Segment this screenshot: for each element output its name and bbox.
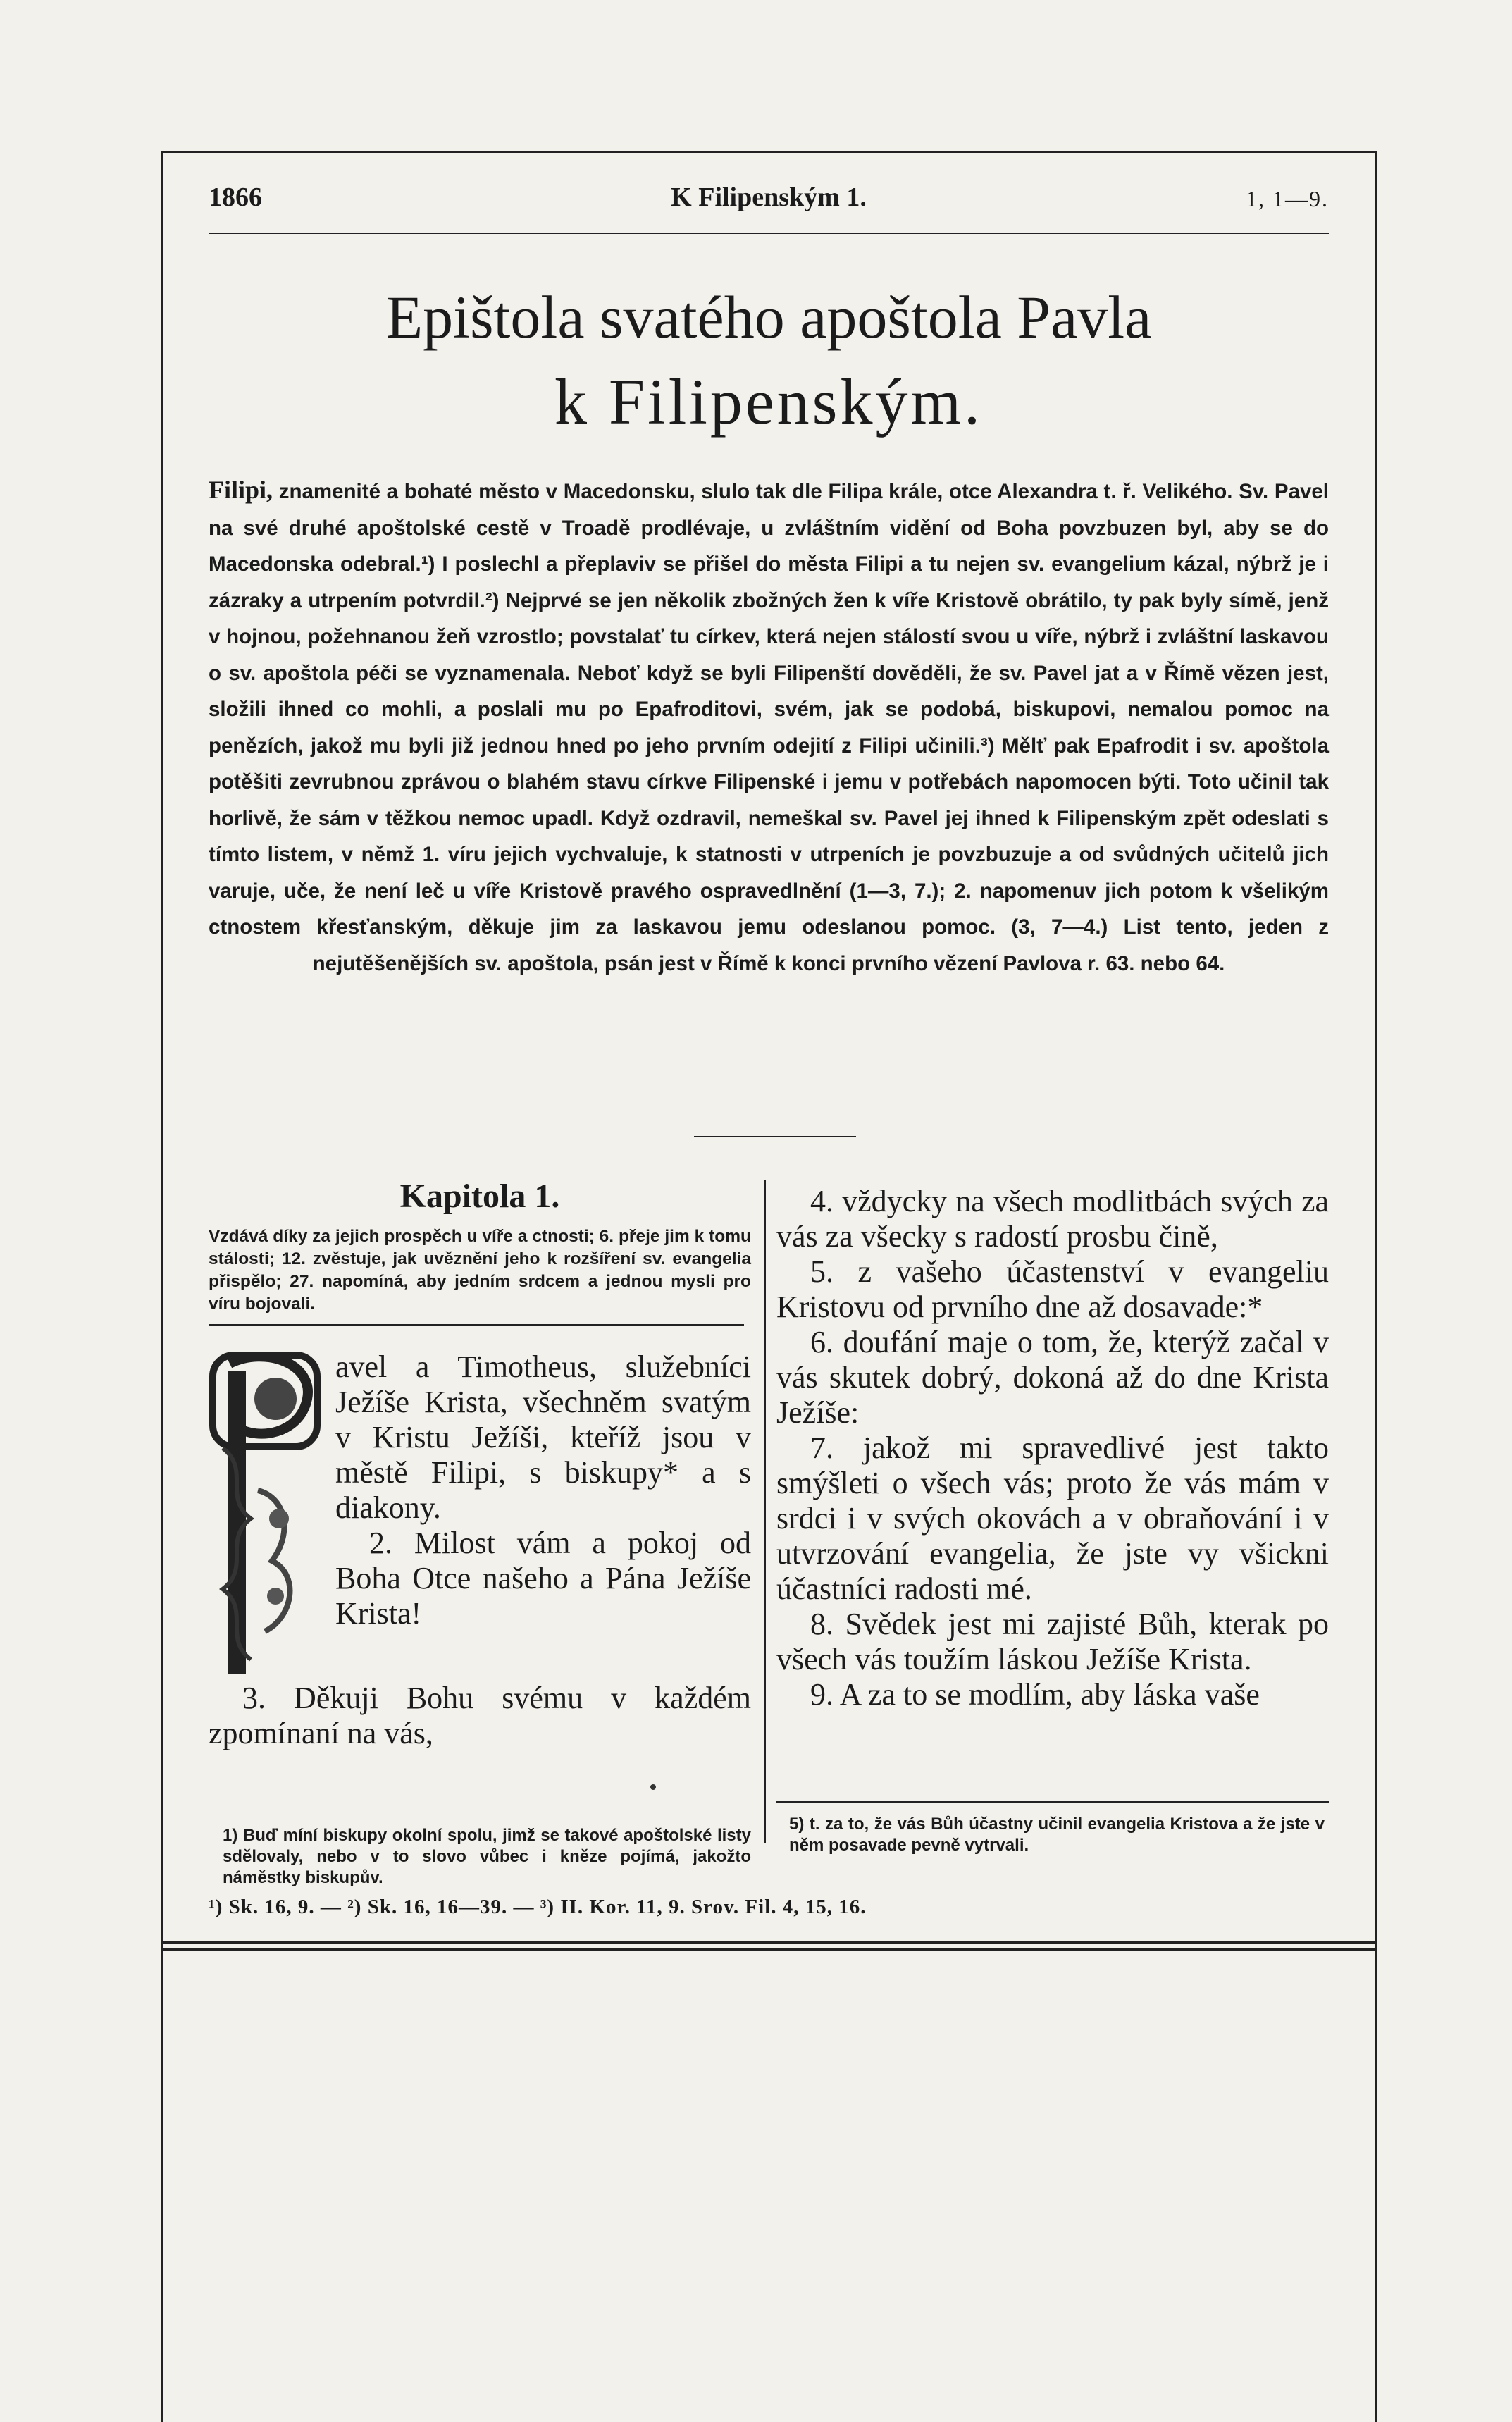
verse-block-right: [776, 1184, 1329, 1712]
verse-9: 9. A za to se modlím, aby láska vaše: [810, 1677, 1260, 1712]
verse-4: 4. vždycky na všech modlitbách svých za vás za všecky s radostí prosbu čině,: [776, 1184, 1329, 1254]
section-rule: [694, 1136, 856, 1137]
main-title: [209, 278, 1329, 440]
intro-text: znamenité a bohaté město v Macedonsku, slulo tak dle Filipa krále, otce Alexandra t. ř. Velikého. Sv. Pavel na své druhé apoštolské cestě v Troadě prodlévaje, u zvláštním vidění od Boha povzbuzen byl, aby se do Macedonska odebral.¹) I poslechl a přeplaviv se přišel do města Filipi a tu nejen sv. evangelium kázal, nýbrž je i zázraky a utrpením potvrdil.²) Nejprvé se jen několik zbožných žen k víře Kristově obrátilo, ty pak byly símě, jenž v hojnou, požehnanou žeň vzrostlo; povstalať tu církev, která nejen stálostí svou u víře, nýbrž i zvláštní laskavou o sv. apoštola péči se vyznamenala. Neboť když se byli Filipenští dověděli, že sv. Pavel jat a v Římě vězen jest, složili ihned co mohli, a poslali mu po Epafroditovi, svém, jak se podobá, biskupovi, nemalou pomoc na penězích, jakož mu byli již jednou hned po jeho prvním odejití z Filipi učinili.³) Mělť pak Epafrodit i sv. apoštola potěšiti zevrubnou zprávou o blahém stavu církve Filipenské i jemu v potřebách napomocen býti. Toto učinil tak horlivě, že sám v těžkou nemoc upadl. Když ozdravil, nemeškal sv. Pavel jej ihned k Filipenským zpět odeslati s tímto listem, v němž 1. víru jejich vychvaluje, k statnosti v utrpeních je povzbuzuje a od svůdných učitelů jich varuje, uče, že není leč u víře Kristově pravého ospravedlnění (1—3, 7.); 2. napomenuv jich potom k všelikým ctnostem křesťanským, děkuje jim za laskavou jemu odeslanou pomoc. (3, 7—4.) List tento, jeden z nejutěšenějších sv. apoštola, psán jest v Římě k konci prvního vězení Pavlova r. 63. nebo 64.: [209, 480, 1329, 975]
verse-3: 3. Děkuji Bohu svému v každém zpomínaní na vás,: [209, 1681, 751, 1750]
print-dot: [650, 1784, 656, 1790]
bottom-rule: [161, 1941, 1375, 1944]
verse-6: 6. doufání maje o tom, že, kterýž začal v vás skutek dobrý, dokoná až do dne Krista Ježíše:: [776, 1325, 1329, 1430]
header-verses: 1, 1—9.: [1246, 186, 1329, 211]
verse-1: avel a Timotheus, služebníci Ježíše Krista, všechněm svatým v Kristu Ježíši, kteříž jsou v městě Filipi, s biskupy* a s diakony.: [335, 1349, 751, 1525]
verse-block-left: [209, 1349, 751, 1751]
intro-paragraph: [209, 472, 1329, 982]
scripture-references: ¹) Sk. 16, 9. — ²) Sk. 16, 16—39. — ³) II. Kor. 11, 9. Srov. Fil. 4, 15, 16.: [209, 1896, 867, 1918]
main-title-line1: Epištola svatého apoštola Pavla: [385, 283, 1152, 351]
footnote-left: 1) Buď míní biskupy okolní spolu, jimž se takové apoštolské listy sdělovaly, nebo v to slovo vůbec i kněze pojímá, jakožto náměstky biskupův.: [223, 1826, 751, 1887]
summary-rule: [209, 1324, 744, 1326]
chapter-heading: Kapitola 1.: [399, 1178, 560, 1215]
header-rule: [209, 233, 1329, 234]
column-divider: [764, 1180, 766, 1843]
verse-7: 7. jakož mi spravedlivé jest takto smýšleti o všech vás; proto že vás mám v srdci i v svých okovách a v obraňování i v utvrzování evangelia, že jste vy všickni účastníci radosti mé.: [776, 1431, 1329, 1606]
verse-8: 8. Svědek jest mi zajisté Bůh, kterak po všech vás toužím láskou Ježíše Krista.: [776, 1607, 1329, 1676]
running-header: [209, 182, 1329, 224]
right-column: [776, 1170, 1329, 1712]
verse-5: 5. z vašeho účastenství v evangeliu Kristovu od prvního dne až dosavade:*: [776, 1254, 1329, 1324]
verse-2: 2. Milost vám a pokoj od Boha Otce našeho a Pána Ježíše Krista!: [335, 1526, 751, 1631]
left-column: [209, 1170, 751, 1751]
chapter-summary: Vzdává díky za jejich prospěch u víře a ctnosti; 6. přeje jim k tomu stálosti; 12. zvěstuje, jak uvěznění jeho k rozšíření sv. evangelia přispělo; 27. napomíná, aby jedním srdcem a jednou mysli pro víru bojovali.: [209, 1227, 751, 1314]
bottom-rule-inner: [161, 1948, 1375, 1951]
footnote-rule-right: [776, 1801, 1329, 1803]
ornamental-initial-p-icon: [209, 1349, 321, 1681]
footnote-right: 5) t. za to, že vás Bůh účastny učinil evangelia Kristova a že jste v něm posavade pevně vytrvali.: [789, 1815, 1325, 1855]
main-title-line2: k Filipenským.: [554, 366, 984, 438]
header-year: 1866: [209, 183, 262, 212]
header-title: K Filipenským 1.: [671, 183, 867, 212]
intro-lead: Filipi,: [209, 476, 273, 504]
